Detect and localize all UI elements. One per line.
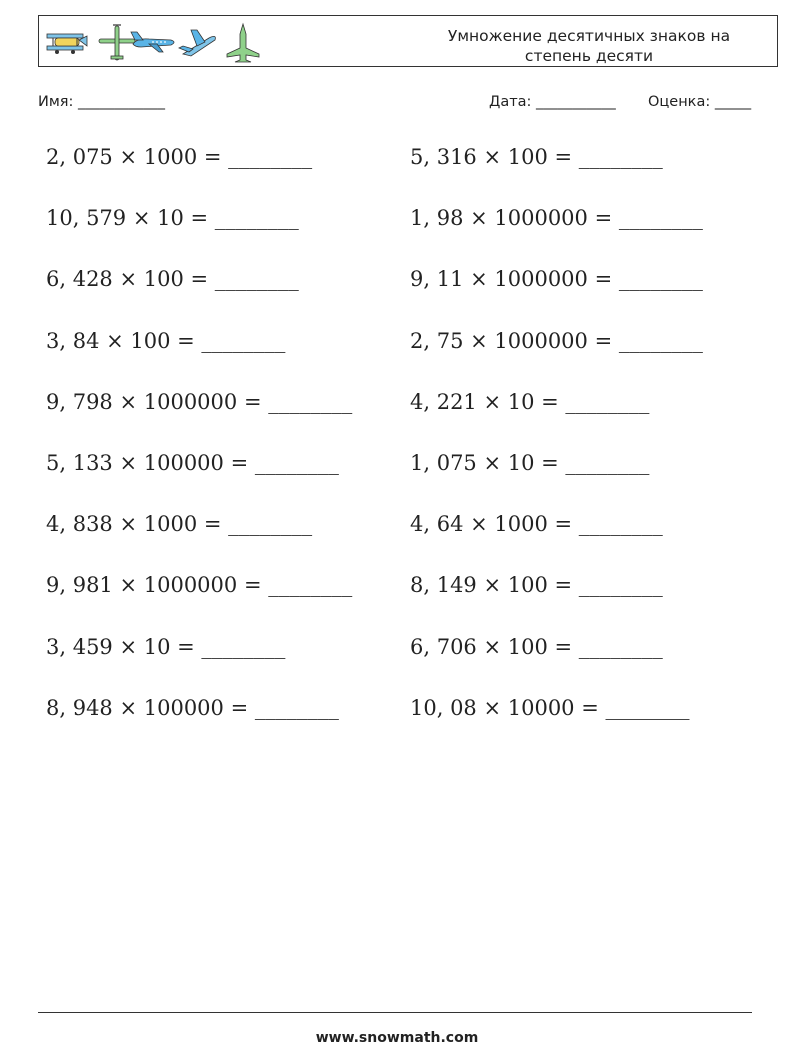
problem-left: 8, 948 × 100000 = ________ <box>46 695 339 720</box>
planes-illustration <box>41 20 271 64</box>
problem-row <box>46 206 766 267</box>
problem-right: 1, 075 × 10 = ________ <box>410 450 650 475</box>
problem-left: 4, 838 × 1000 = ________ <box>46 512 313 537</box>
problem-left: 10, 579 × 10 = ________ <box>46 206 299 231</box>
problem-right: 4, 64 × 1000 = ________ <box>410 512 663 537</box>
problem-left: 3, 84 × 100 = ________ <box>46 328 286 353</box>
problem-left: 9, 981 × 1000000 = ________ <box>46 573 353 598</box>
footer-divider <box>38 1012 752 1013</box>
date-field-label: Дата: ___________ <box>489 94 616 110</box>
title-line-1: Умножение десятичных знаков на <box>447 27 731 45</box>
grade-field-label: Оценка: _____ <box>648 94 752 110</box>
name-field-label: Имя: ____________ <box>38 94 166 110</box>
problem-row <box>46 267 766 328</box>
problem-row <box>46 329 766 390</box>
problem-right: 2, 75 × 1000000 = ________ <box>410 328 703 353</box>
problem-right: 1, 98 × 1000000 = ________ <box>410 206 703 231</box>
problem-right: 9, 11 × 1000000 = ________ <box>410 267 703 292</box>
problem-right: 10, 08 × 10000 = ________ <box>410 695 690 720</box>
problem-left: 6, 428 × 100 = ________ <box>46 267 299 292</box>
footer-url[interactable]: www.snowmath.com <box>315 1030 479 1046</box>
title-line-2: степень десяти <box>524 47 654 65</box>
biplane-icon <box>47 34 87 54</box>
problem-row <box>46 635 766 696</box>
problem-right: 6, 706 × 100 = ________ <box>410 634 663 659</box>
airliner-icon <box>131 32 174 52</box>
problem-right: 5, 316 × 100 = ________ <box>410 145 663 169</box>
problem-row <box>46 696 766 757</box>
problem-row <box>46 145 766 206</box>
problem-left: 9, 798 × 1000000 = ________ <box>46 389 353 414</box>
problem-row <box>46 573 766 634</box>
problem-right: 8, 149 × 100 = ________ <box>410 573 663 598</box>
problem-left: 2, 075 × 1000 = ________ <box>46 145 313 169</box>
problem-row <box>46 451 766 512</box>
problem-right: 4, 221 × 10 = ________ <box>410 389 650 414</box>
problem-left: 3, 459 × 10 = ________ <box>46 634 286 659</box>
fighter-jet-icon <box>227 24 259 62</box>
propeller-plane-icon <box>99 25 135 60</box>
problem-row <box>46 512 766 573</box>
worksheet-header <box>38 15 778 67</box>
jet-icon <box>179 30 215 56</box>
problem-left: 5, 133 × 100000 = ________ <box>46 450 339 475</box>
problem-list <box>46 145 766 757</box>
worksheet-title <box>419 26 759 66</box>
problem-row <box>46 390 766 451</box>
